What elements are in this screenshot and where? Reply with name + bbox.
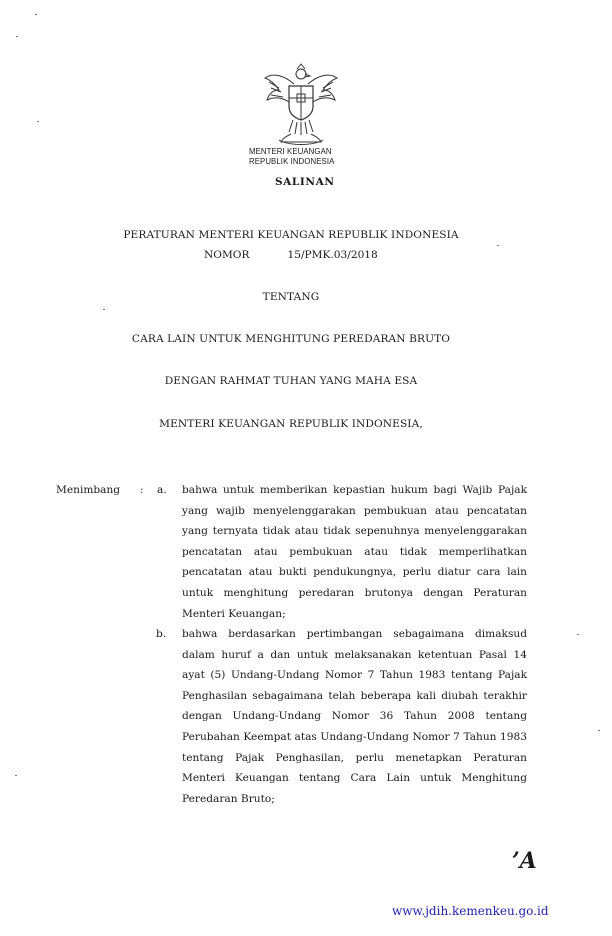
footer-url[interactable]: www.jdih.kemenkeu.go.id	[392, 904, 549, 918]
regulation-number	[204, 249, 378, 261]
menimbang-colon: :	[140, 484, 144, 496]
scan-speck	[37, 121, 39, 122]
scan-speck	[15, 775, 17, 776]
ministry-heading	[249, 147, 334, 166]
tentang-heading: TENTANG	[262, 291, 320, 303]
ministry-line-1: MENTERI KEUANGAN	[249, 147, 332, 156]
item-a-text: bahwa untuk memberikan kepastian hukum bagi Wajib Pajak yang wajib menyelenggarakan pembukuan atau pencatatan yang ternyata tidak atau tidak sepenuhnya menyelenggarakan pencatatan atau pembukuan atau tidak memperlihatkan pencatatan atau bukti pendukungnya, perlu diatur cara lain untuk menghitung peredaran brutonya dengan Peraturan Menteri Keuangan;	[182, 484, 527, 620]
nomor-label: NOMOR	[204, 249, 250, 261]
item-b-marker: b.	[156, 628, 167, 640]
garuda-emblem-icon	[261, 62, 341, 146]
paraf-initial: ’A	[512, 848, 537, 874]
regulation-subject: CARA LAIN UNTUK MENGHITUNG PEREDARAN BRUTO	[131, 333, 451, 345]
grace-statement: DENGAN RAHMAT TUHAN YANG MAHA ESA	[164, 375, 418, 387]
scan-speck	[598, 730, 600, 731]
nomor-value: 15/PMK.03/2018	[287, 249, 378, 261]
item-a-marker: a.	[157, 484, 167, 496]
regulation-title: PERATURAN MENTERI KEUANGAN REPUBLIK INDONESIA	[123, 229, 459, 241]
scan-speck	[103, 309, 105, 310]
salinan-stamp: SALINAN	[275, 176, 335, 188]
item-b-text: bahwa berdasarkan pertimbangan sebagaimana dimaksud dalam huruf a dan untuk melaksanakan ketentuan Pasal 14 ayat (5) Undang-Undang Nomor 7 Tahun 1983 tentang Pajak Penghasilan sebagaimana telah beberapa kali diubah terakhir dengan Undang-Undang Nomor 36 Tahun 2008 tentang Perubahan Keempat atas Undang-Undang Nomor 7 Tahun 1983 tentang Pajak Penghasilan, perlu menetapkan Peraturan Menteri Keuangan tentang Cara Lain untuk Menghitung Peredaran Bruto;	[182, 628, 527, 805]
scan-speck	[16, 36, 18, 37]
scan-speck	[577, 634, 579, 635]
scan-speck	[35, 14, 37, 15]
menimbang-label: Menimbang	[56, 484, 121, 496]
minister-heading: MENTERI KEUANGAN REPUBLIK INDONESIA,	[159, 418, 423, 430]
scan-speck	[497, 245, 499, 246]
ministry-line-2: REPUBLIK INDONESIA	[249, 156, 335, 166]
